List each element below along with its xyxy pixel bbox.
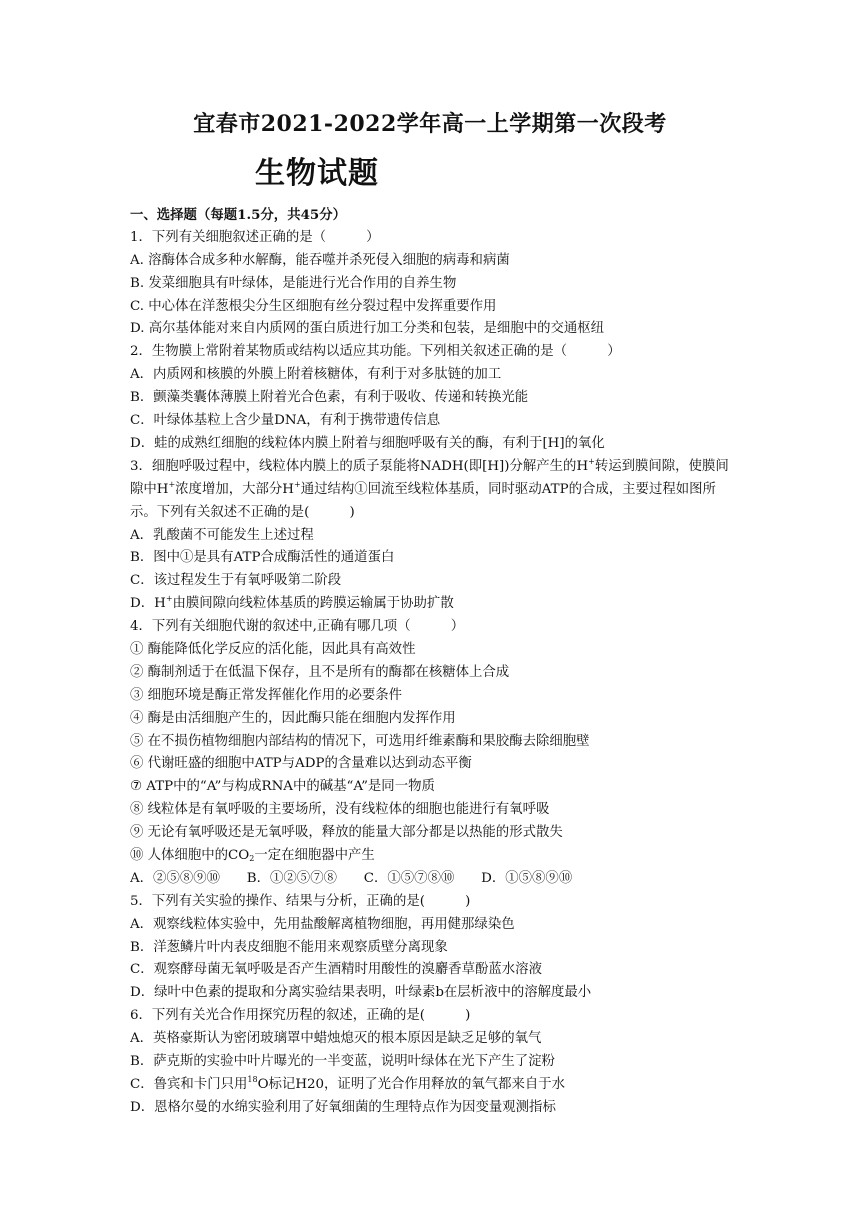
question-1-option-c: C. 中心体在洋葱根尖分生区细胞有丝分裂过程中发挥重要作用 <box>130 298 497 314</box>
question-2-option-a: A．内质网和核膜的外膜上附着核糖体，有利于对多肽链的加工 <box>130 367 502 383</box>
question-3-option-a: A．乳酸菌不可能发生上述过程 <box>130 527 314 543</box>
question-4-item-8: ⑧ 线粒体是有氧呼吸的主要场所，没有线粒体的细胞也能进行有氧呼吸 <box>130 802 550 818</box>
question-4-item-6: ⑥ 代谢旺盛的细胞中ATP与ADP的含量难以达到动态平衡 <box>130 756 472 772</box>
question-4-answers: A．②⑤⑧⑨⑩ B．①②⑤⑦⑧ C．①⑤⑦⑧⑩ D．①⑤⑧⑨⑩ <box>130 870 573 886</box>
question-3-option-c: C．该过程发生于有氧呼吸第二阶段 <box>130 573 342 589</box>
q4-10-part-2: 一定在细胞器中产生 <box>254 847 375 863</box>
question-5-option-b: B．洋葱鳞片叶内表皮细胞不能用来观察质壁分离现象 <box>130 939 448 955</box>
question-6-option-d: D．恩格尔曼的水绵实验利用了好氧细菌的生理特点作为因变量观测指标 <box>130 1099 556 1115</box>
question-1-option-d: D. 高尔基体能对来自内质网的蛋白质进行加工分类和包装，是细胞中的交通枢纽 <box>130 321 605 337</box>
question-5-option-c: C．观察酵母菌无氧呼吸是否产生酒精时用酸性的溴麝香草酚蓝水溶液 <box>130 962 542 978</box>
question-6-stem: 6．下列有关光合作用探究历程的叙述，正确的是( ) <box>130 1008 471 1024</box>
q3-part-3: 浓度增加，大部分H <box>175 481 294 497</box>
q3-part-4: 通过结构①回流至线粒体基质，同时驱动ATP的合成，主要过程如图所示。下列有关叙述不正确的是( ) <box>130 481 716 520</box>
question-5-stem: 5．下列有关实验的操作、结果与分析，正确的是( ) <box>130 893 471 909</box>
section-heading: 一、选择题（每题1.5分，共45分） <box>130 207 347 223</box>
question-4-item-3: ③ 细胞环境是酶正常发挥催化作用的必要条件 <box>130 687 403 703</box>
question-4-item-7: ⑦ ATP中的“A”与构成RNA中的碱基“A”是同一物质 <box>130 779 435 795</box>
question-6-option-a: A．英格豪斯认为密闭玻璃罩中蜡烛熄灭的根本原因是缺乏足够的氧气 <box>130 1031 542 1047</box>
q3d-part-1: D．H <box>130 596 166 612</box>
question-2-option-c: C．叶绿体基粒上含少量DNA，有利于携带遗传信息 <box>130 413 441 429</box>
q4-10-part-1: ⑩ 人体细胞中的CO <box>130 847 250 863</box>
q3-part-2: 转运到膜间隙，使膜间隙中H <box>130 458 729 497</box>
question-4-item-9: ⑨ 无论有氧呼吸还是无氧呼吸，释放的能量大部分都是以热能的形式散失 <box>130 825 563 841</box>
q6c-sup: 18 <box>247 1074 258 1084</box>
exam-content <box>130 204 730 1120</box>
question-1-option-b: B. 发菜细胞具有叶绿体，是能进行光合作用的自养生物 <box>130 275 457 291</box>
question-4-stem: 4．下列有关细胞代谢的叙述中,正确有哪几项（ ） <box>130 619 465 635</box>
q3-part-1: 3．细胞呼吸过程中，线粒体内膜上的质子泵能将NADH(即[H])分解产生的H <box>130 458 589 474</box>
question-4-item-2: ② 酶制剂适于在低温下保存，且不是所有的酶都在核糖体上合成 <box>130 664 510 680</box>
exam-subtitle: 生物试题 <box>255 156 379 191</box>
question-6-option-b: B．萨克斯的实验中叶片曝光的一半变蓝，说明叶绿体在光下产生了淀粉 <box>130 1054 555 1069</box>
q3-sup-2: + <box>168 479 176 489</box>
question-4-item-5: ⑤ 在不损伤植物细胞内部结构的情况下，可选用纤维素酶和果胶酶去除细胞壁 <box>130 733 590 749</box>
question-3-option-b: B．图中①是具有ATP合成酶活性的通道蛋白 <box>130 550 395 566</box>
question-5-option-d: D．绿叶中色素的提取和分离实验结果表明，叶绿素b在层析液中的溶解度最小 <box>130 985 592 1001</box>
q3-sup-3: + <box>293 479 301 489</box>
question-1-stem: 1．下列有关细胞叙述正确的是（ ） <box>130 229 380 245</box>
exam-title: 宜春市2021-2022学年高一上学期第一次段考 <box>193 111 667 137</box>
q6c-part-2: O标记H20，证明了光合作用释放的氧气都来自于水 <box>257 1076 566 1092</box>
question-2-option-d: D．蛙的成熟红细胞的线粒体内膜上附着与细胞呼吸有关的酶，有利于[H]的氧化 <box>130 435 605 451</box>
question-5-option-a: A．观察线粒体实验中，先用盐酸解离植物细胞，再用健那绿染色 <box>130 916 515 932</box>
question-4-item-1: ① 酶能降低化学反应的活化能，因此具有高效性 <box>130 641 416 657</box>
question-2-option-b: B．颤藻类囊体薄膜上附着光合色素，有利于吸收、传递和转换光能 <box>130 390 529 406</box>
question-1-option-a: A. 溶酶体合成多种水解酶，能吞噬并杀死侵入细胞的病毒和病菌 <box>130 252 510 268</box>
question-3-option-d <box>130 593 730 616</box>
q3d-part-2: 由膜间隙向线粒体基质的跨膜运输属于协助扩散 <box>172 596 454 612</box>
question-4-item-4: ④ 酶是由活细胞产生的，因此酶只能在细胞内发挥作用 <box>130 710 456 726</box>
question-4-item-10 <box>130 845 730 868</box>
q3-sup-1: + <box>588 456 595 466</box>
question-3-stem <box>130 456 730 525</box>
q4-10-sub: 2 <box>249 853 255 863</box>
q3d-sup: + <box>165 594 173 604</box>
question-2-stem: 2．生物膜上常附着某物质或结构以适应其功能。下列相关叙述正确的是（ ） <box>130 344 621 360</box>
q6c-part-1: C．鲁宾和卡门只用 <box>130 1076 248 1092</box>
question-6-option-c <box>130 1074 730 1097</box>
